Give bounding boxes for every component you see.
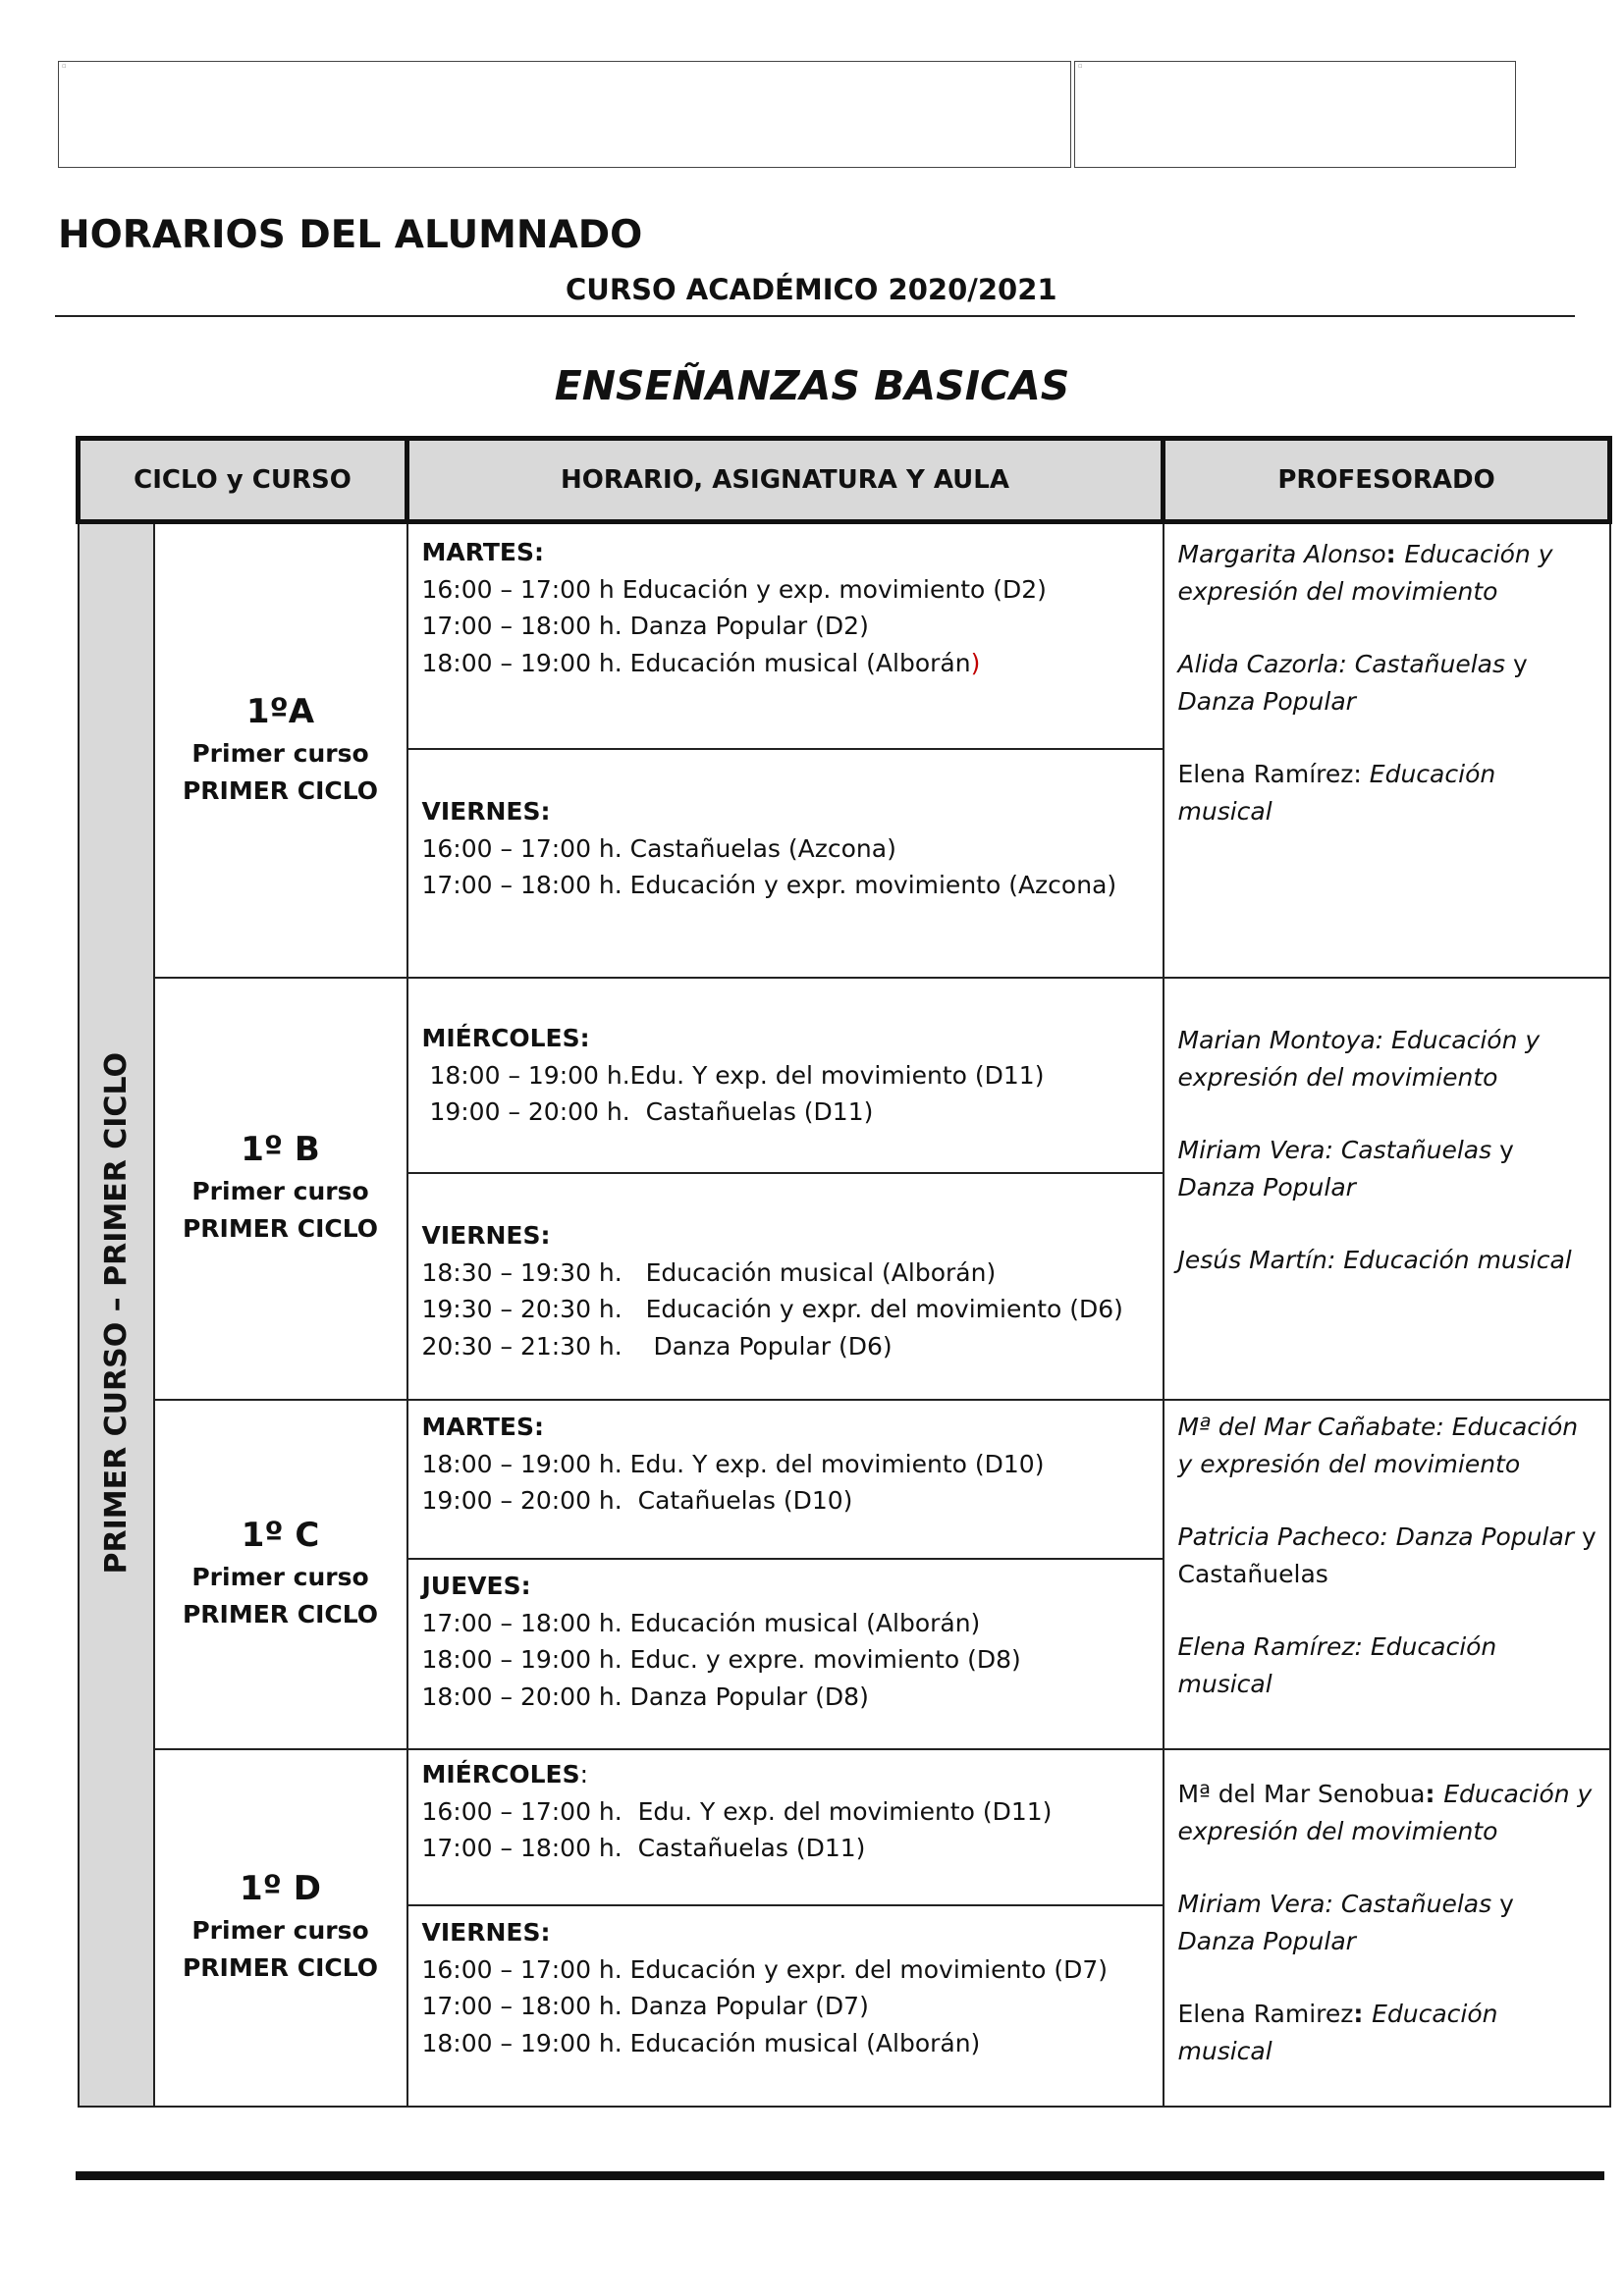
teacher-entry: Mª del Mar Senobua: Educación y expresión del movimiento — [1177, 1780, 1593, 1845]
schedule-line: 18:00 – 19:00 h. Educación musical (Alborán) — [421, 648, 981, 677]
day-name: VIERNES: — [421, 1221, 551, 1250]
course-sub1: Primer curso — [191, 1563, 369, 1591]
day-name: MIÉRCOLES: — [421, 1024, 590, 1052]
column-header-profesorado: PROFESORADO — [1164, 439, 1610, 522]
course-sub2: PRIMER CICLO — [182, 1953, 379, 1982]
schedule-line: 19:00 – 20:00 h. Castañuelas (D11) — [421, 1097, 874, 1126]
course-cell — [154, 522, 407, 979]
table-header-row — [79, 439, 1610, 522]
table-row — [79, 978, 1610, 1400]
course-cell — [154, 978, 407, 1400]
course-sub1: Primer curso — [191, 1916, 369, 1945]
table-row — [79, 1749, 1610, 2107]
cycle-label: PRIMER CURSO – PRIMER CICLO — [98, 1051, 134, 1575]
teachers-cell — [1164, 1400, 1610, 1749]
course-sub2: PRIMER CICLO — [182, 1214, 379, 1243]
schedule-cell — [407, 1400, 1164, 1749]
day-block — [408, 1750, 1163, 1904]
teacher-entry: Alida Cazorla: Castañuelas y Danza Popular — [1177, 650, 1528, 716]
teachers-cell — [1164, 522, 1610, 979]
course-sub1: Primer curso — [191, 1177, 369, 1205]
course-name: 1º C — [241, 1516, 320, 1555]
day-block — [408, 1558, 1163, 1748]
schedule-line: 18:30 – 19:30 h. Educación musical (Alborán) — [421, 1257, 997, 1287]
schedule-table — [76, 436, 1612, 2108]
teacher-entry: Miriam Vera: Castañuelas y Danza Popular — [1177, 1890, 1514, 1955]
day-block — [408, 748, 1163, 977]
teachers-cell — [1164, 1749, 1610, 2107]
teacher-entry: Elena Ramirez: Educación musical — [1177, 2000, 1498, 2065]
teacher-entry: Marian Montoya: Educación y expresión del movimiento — [1177, 1026, 1541, 1092]
footer-rule — [76, 2171, 1604, 2180]
section-title: ENSEÑANZAS BASICAS — [554, 362, 1070, 409]
schedule-line: 18:00 – 20:00 h. Danza Popular (D8) — [421, 1682, 869, 1711]
cycle-cell — [79, 522, 154, 2108]
course-cell — [154, 1400, 407, 1749]
table-row — [79, 522, 1610, 979]
schedule-line: 18:00 – 19:00 h. Educ. y expre. movimiento (D8) — [421, 1645, 1021, 1674]
teacher-entry: Jesús Martín: Educación musical — [1177, 1246, 1572, 1274]
red-parenthesis: ) — [970, 648, 981, 677]
schedule-cell — [407, 1749, 1164, 2107]
day-block — [408, 524, 1163, 748]
day-name: JUEVES: — [421, 1572, 531, 1600]
page-subtitle: CURSO ACADÉMICO 2020/2021 — [566, 273, 1057, 306]
schedule-line: 16:00 – 17:00 h. Castañuelas (Azcona) — [421, 833, 896, 863]
schedule-line: 17:00 – 18:00 h. Danza Popular (D2) — [421, 612, 869, 640]
course-sub2: PRIMER CICLO — [182, 775, 379, 805]
day-name: MIÉRCOLES: — [421, 1760, 589, 1789]
day-name: MARTES: — [421, 1413, 544, 1441]
schedule-line: 17:00 – 18:00 h. Educación musical (Alborán) — [421, 1608, 981, 1637]
teacher-entry: Margarita Alonso: Educación y expresión del movimiento — [1177, 540, 1553, 606]
day-name: VIERNES: — [421, 797, 551, 826]
teacher-entry: Miriam Vera: Castañuelas y Danza Popular — [1177, 1136, 1514, 1201]
day-block — [408, 1401, 1163, 1558]
schedule-line: 20:30 – 21:30 h. Danza Popular (D6) — [421, 1331, 893, 1361]
teacher-entry: Elena Ramírez: Educación musical — [1177, 1632, 1497, 1698]
day-name: MARTES: — [421, 538, 544, 566]
teacher-entry: Patricia Pacheco: Danza Popular y Castañuelas — [1177, 1522, 1597, 1588]
course-sub2: PRIMER CICLO — [182, 1600, 379, 1629]
teachers-cell — [1164, 978, 1610, 1400]
course-sub1: Primer curso — [191, 738, 369, 768]
header-logo-box-left: ▫ — [58, 61, 1071, 168]
course-name: 1ºA — [245, 691, 315, 731]
schedule-line: 16:00 – 17:00 h. Educación y expr. del movimiento (D7) — [421, 1954, 1109, 1984]
table-row — [79, 1400, 1610, 1749]
teacher-entry: Elena Ramírez: Educación musical — [1177, 760, 1496, 826]
teacher-entry: Mª del Mar Cañabate: Educación y expresión del movimiento — [1177, 1413, 1579, 1478]
schedule-line: 17:00 – 18:00 h. Educación y expr. movimiento (Azcona) — [421, 871, 1117, 899]
page-title: HORARIOS DEL ALUMNADO — [58, 213, 643, 257]
course-name: 1º B — [241, 1130, 320, 1169]
schedule-line: 16:00 – 17:00 h. Edu. Y exp. del movimiento (D11) — [421, 1796, 1053, 1826]
column-header-ciclo: CICLO y CURSO — [79, 439, 407, 522]
schedule-cell — [407, 978, 1164, 1400]
schedule-line: 19:00 – 20:00 h. Catañuelas (D10) — [421, 1486, 853, 1515]
day-block — [408, 1904, 1163, 2097]
schedule-line: 18:00 – 19:00 h. Educación musical (Alborán) — [421, 2028, 981, 2057]
day-block — [408, 1172, 1163, 1399]
day-name: VIERNES: — [421, 1918, 551, 1947]
schedule-line: 17:00 – 18:00 h. Castañuelas (D11) — [421, 1834, 866, 1862]
header-logo-box-right: ▫ — [1074, 61, 1516, 168]
schedule-line: 17:00 – 18:00 h. Danza Popular (D7) — [421, 1992, 869, 2020]
day-block — [408, 979, 1163, 1172]
schedule-line: 19:30 – 20:30 h. Educación y expr. del movimiento (D6) — [421, 1295, 1123, 1323]
course-name: 1º D — [240, 1869, 321, 1908]
schedule-line: 18:00 – 19:00 h.Edu. Y exp. del movimiento (D11) — [421, 1060, 1045, 1090]
title-divider — [55, 315, 1575, 317]
schedule-line: 18:00 – 19:00 h. Edu. Y exp. del movimiento (D10) — [421, 1449, 1045, 1478]
course-cell — [154, 1749, 407, 2107]
schedule-line: 16:00 – 17:00 h Educación y exp. movimiento (D2) — [421, 574, 1047, 604]
column-header-horario: HORARIO, ASIGNATURA Y AULA — [407, 439, 1164, 522]
schedule-cell — [407, 522, 1164, 979]
